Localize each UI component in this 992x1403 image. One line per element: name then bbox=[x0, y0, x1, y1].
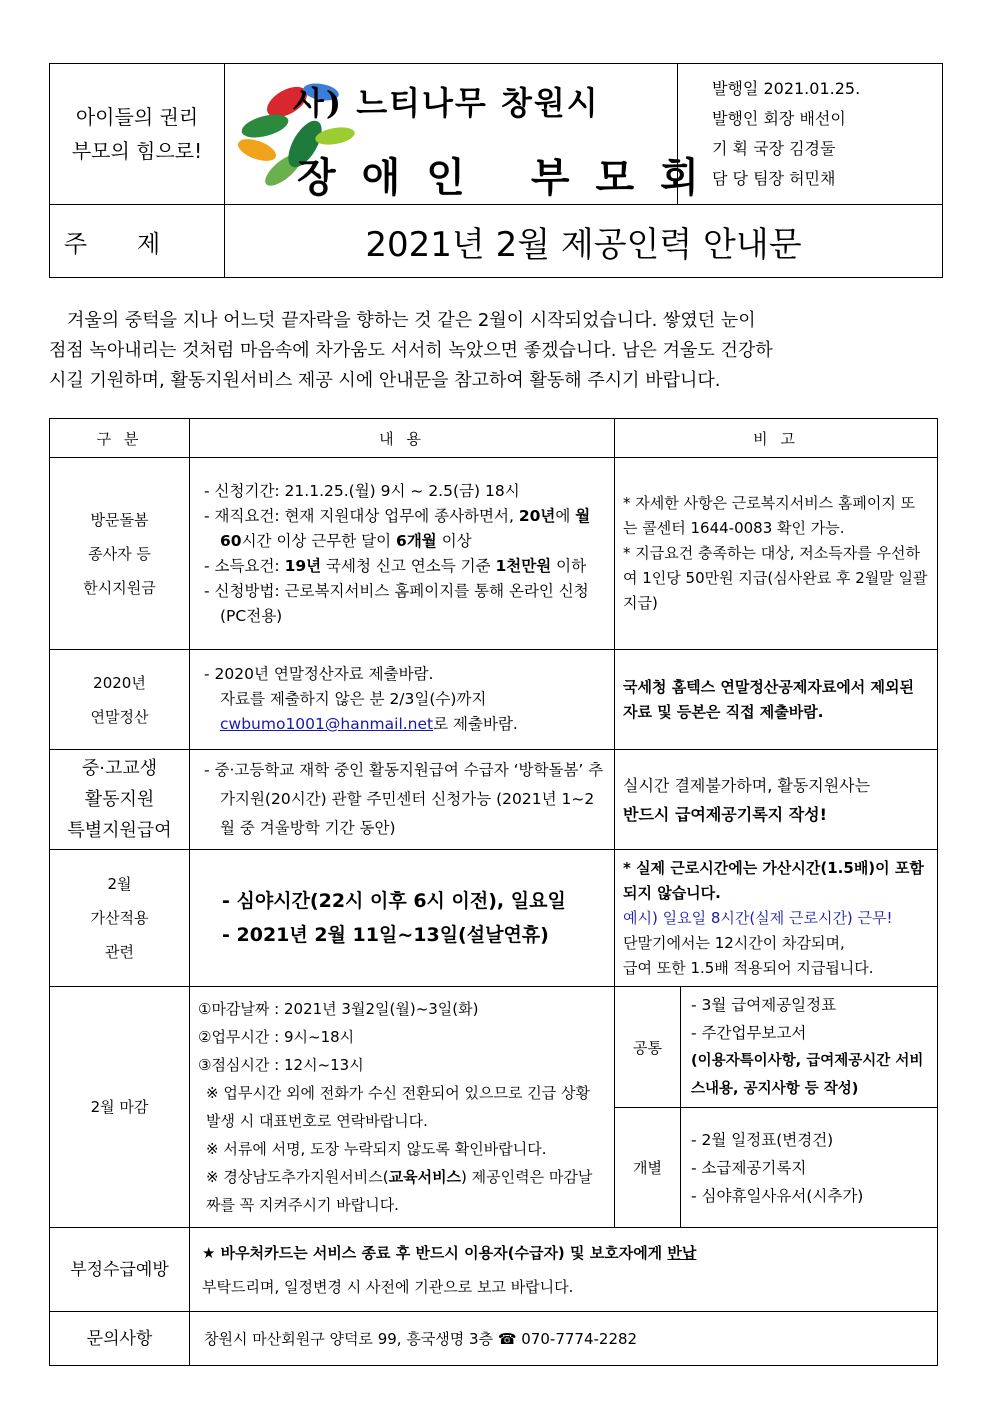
row-label: 2월 마감 bbox=[50, 987, 190, 1228]
row-content bbox=[190, 850, 615, 987]
text: 6개월 bbox=[396, 531, 437, 550]
text: 시간 이상 근무한 달이 bbox=[241, 531, 397, 550]
remark-text: * 자세한 사항은 근로복지서비스 홈페이지 또는 콜센터 1644-0083 확인 가능. bbox=[623, 494, 916, 537]
list-item: - 신청방법: 근로복지서비스 홈페이지를 통해 온라인 신청(PC전용) bbox=[204, 581, 589, 625]
table-row bbox=[50, 458, 938, 650]
fraud-prevention-text bbox=[190, 1228, 938, 1312]
text: 로 제출바람. bbox=[433, 715, 518, 733]
row-label-line: 연말정산 bbox=[90, 707, 149, 726]
list-item: - 심야휴일사유서(시추가) bbox=[691, 1186, 864, 1205]
table-row bbox=[50, 1312, 938, 1366]
list-item: - 중·고등학교 재학 중인 활동지원급여 수급자 ‘방학돌봄’ 추가지원(20시간) 관할 주민센터 신청가능 (2021년 1~2월 중 겨울방학 기간 동안) bbox=[204, 761, 604, 837]
header-table bbox=[49, 63, 943, 278]
row-label bbox=[50, 458, 190, 650]
text: 교육서비스 bbox=[388, 1168, 462, 1186]
list-item: - 2월 일정표(변경건) bbox=[691, 1130, 834, 1149]
intro-line2: 점점 녹아내리는 것처럼 마음속에 차가움도 서서히 녹았으면 좋겠습니다. 남은 겨울도 건강하 bbox=[49, 340, 773, 361]
row-label-line: 방문돌봄 bbox=[90, 510, 149, 529]
common-docs bbox=[681, 987, 938, 1108]
list-item bbox=[204, 504, 606, 554]
info-table bbox=[49, 418, 938, 1366]
text: 에 bbox=[555, 506, 576, 525]
org-name-line1: 사) 느티나무 창원시 bbox=[293, 84, 600, 122]
row-label: 부정수급예방 bbox=[50, 1228, 190, 1312]
text: ※ 경상남도추가지원서비스( bbox=[206, 1168, 389, 1186]
row-label bbox=[50, 750, 190, 850]
deadline-item: ③점심시간 : 12시~13시 bbox=[198, 1056, 364, 1074]
deadline-note bbox=[198, 1163, 606, 1219]
row-remark bbox=[615, 458, 938, 650]
table-row bbox=[50, 1228, 938, 1312]
remark-text: 실시간 결제불가하며, 활동지원사는 bbox=[623, 775, 871, 795]
text: 1천만원 bbox=[495, 556, 552, 575]
publisher: 발행인 회장 배선이 bbox=[712, 109, 846, 128]
text: 20년 bbox=[518, 506, 556, 525]
text: 월 60 bbox=[220, 506, 591, 550]
row-label: 문의사항 bbox=[50, 1312, 190, 1366]
list-item: - 3월 급여제공일정표 bbox=[691, 996, 837, 1014]
text: 예시) 일요일 bbox=[623, 908, 711, 927]
row-label-line: 중·고교생 bbox=[81, 758, 158, 779]
remark-text: * 지급요건 충족하는 대상, 저소득자를 우선하여 1인당 50만원 지급(심사완료 후 2월말 일괄지급) bbox=[623, 544, 928, 612]
list-item: - 주간업무보고서 bbox=[691, 1024, 807, 1042]
text: 이상 bbox=[436, 531, 472, 550]
text: - 재직요건: 현재 지원대상 업무에 종사하면서, bbox=[204, 506, 519, 525]
remark-text: 급여 또한 1.5배 적용되어 지급됩니다. bbox=[623, 958, 874, 977]
text: 19년 bbox=[284, 556, 322, 575]
row-label-line: 2020년 bbox=[93, 673, 146, 692]
row-label-line: 2월 bbox=[107, 875, 132, 893]
row-content bbox=[190, 458, 615, 650]
row-remark bbox=[615, 850, 938, 987]
remark-text: 단말기에서는 12시간이 차감되며, bbox=[623, 933, 845, 952]
deadline-note: ※ 서류에 서명, 도장 누락되지 않도록 확인바랍니다. bbox=[206, 1140, 547, 1158]
deadline-note: ※ 업무시간 외에 전화가 수신 전환되어 있으므로 긴급 상황 발생 시 대표번호로 연락바랍니다. bbox=[206, 1084, 590, 1130]
deadline-item: ②업무시간 : 9시~18시 bbox=[198, 1028, 355, 1046]
fraud-line1 bbox=[202, 1236, 925, 1270]
individual-docs bbox=[681, 1108, 938, 1228]
table-row bbox=[50, 850, 938, 987]
text: ) 제공인력은 마감날짜를 꼭 지켜주시기 바랍니다. bbox=[206, 1168, 593, 1214]
text: 반납 bbox=[667, 1243, 697, 1262]
surcharge-item: - 심야시간(22시 이후 6시 이전), 일요일 bbox=[222, 890, 566, 912]
row-label-line: 활동지원 bbox=[84, 789, 155, 810]
surcharge-item: - 2021년 2월 11일~13일(설날연휴) bbox=[222, 924, 549, 946]
individual-label: 개별 bbox=[615, 1108, 681, 1228]
row-label-line: 특별지원급여 bbox=[67, 820, 172, 841]
row-content bbox=[190, 650, 615, 750]
intro-paragraph bbox=[49, 306, 943, 396]
email-link[interactable]: cwbumo1001@hanmail.net bbox=[220, 715, 434, 733]
row-remark: 국세청 홈텍스 연말정산공제자료에서 제외된 자료 및 등본은 직접 제출바람. bbox=[615, 650, 938, 750]
text: 8시간(실제 근로시간) 근무! bbox=[710, 908, 893, 927]
publish-date: 발행일 2021.01.25. bbox=[712, 79, 861, 98]
row-label-line: 종사자 등 bbox=[88, 544, 151, 563]
contact-text: 창원시 마산회원구 양덕로 99, 흥국생명 3층 ☎ 070-7774-2282 bbox=[190, 1312, 938, 1366]
list-item bbox=[204, 712, 606, 737]
list-item: 자료를 제출하지 않은 분 2/3일(수)까지 bbox=[220, 690, 487, 708]
row-label-line: 가산적용 bbox=[90, 909, 149, 927]
table-row bbox=[50, 750, 938, 850]
motto-line1: 아이들의 권리 bbox=[75, 105, 199, 129]
intro-line3: 시길 기원하며, 활동지원서비스 제공 시에 안내문을 참고하여 활동해 주시기 바랍니다. bbox=[49, 370, 721, 391]
manager: 담 당 팀장 허민채 bbox=[712, 169, 836, 188]
topic-label: 주제 bbox=[50, 205, 225, 278]
org-name-line2: 장애인 부모회 bbox=[297, 154, 725, 201]
row-label bbox=[50, 850, 190, 987]
header-category: 구 분 bbox=[50, 419, 190, 458]
row-label-line: 관련 bbox=[105, 943, 134, 961]
fraud-line2: 부탁드리며, 일정변경 시 사전에 기관으로 보고 바랍니다. bbox=[202, 1277, 574, 1296]
planner: 기 획 국장 김경둘 bbox=[712, 139, 836, 158]
motto-line2: 부모의 힘으로! bbox=[71, 139, 203, 163]
remark-text bbox=[623, 906, 929, 931]
text: 이하 bbox=[551, 556, 587, 575]
row-label bbox=[50, 650, 190, 750]
remark-text: 반드시 급여제공기록지 작성! bbox=[623, 804, 827, 824]
list-item: - 소급제공기록지 bbox=[691, 1158, 807, 1177]
org-cell bbox=[225, 64, 725, 205]
motto-cell bbox=[50, 64, 225, 205]
list-item: (이용자특이사항, 급여제공시간 서비스내용, 공지사항 등 작성) bbox=[691, 1053, 924, 1097]
text: 국세청 신고 연소득 기준 bbox=[321, 556, 496, 575]
list-item bbox=[204, 554, 606, 579]
topic-title: 2021년 2월 제공인력 안내문 bbox=[225, 205, 943, 278]
header-remark: 비 고 bbox=[615, 419, 938, 458]
row-remark bbox=[615, 750, 938, 850]
intro-line1: 겨울의 중턱을 지나 어느덧 끝자락을 향하는 것 같은 2월이 시작되었습니다. 쌓였던 눈이 bbox=[67, 310, 756, 331]
list-item: - 2020년 연말정산자료 제출바람. bbox=[204, 665, 434, 683]
header-content: 내 용 bbox=[190, 419, 615, 458]
text: ★ 바우처카드는 서비스 종료 후 반드시 이용자(수급자) 및 보호자에게 bbox=[202, 1243, 668, 1262]
table-row bbox=[50, 987, 938, 1108]
row-label-line: 한시지원금 bbox=[83, 578, 156, 597]
row-content bbox=[190, 987, 615, 1228]
row-content bbox=[190, 750, 615, 850]
common-label: 공통 bbox=[615, 987, 681, 1108]
text: - 소득요건: bbox=[204, 556, 285, 575]
list-item: - 신청기간: 21.1.25.(월) 9시 ~ 2.5(금) 18시 bbox=[204, 481, 520, 500]
remark-text: * 실제 근로시간에는 가산시간(1.5배)이 포함되지 않습니다. bbox=[623, 858, 924, 902]
deadline-item: ①마감날짜 : 2021년 3월2일(월)~3일(화) bbox=[198, 1000, 479, 1018]
table-row bbox=[50, 650, 938, 750]
